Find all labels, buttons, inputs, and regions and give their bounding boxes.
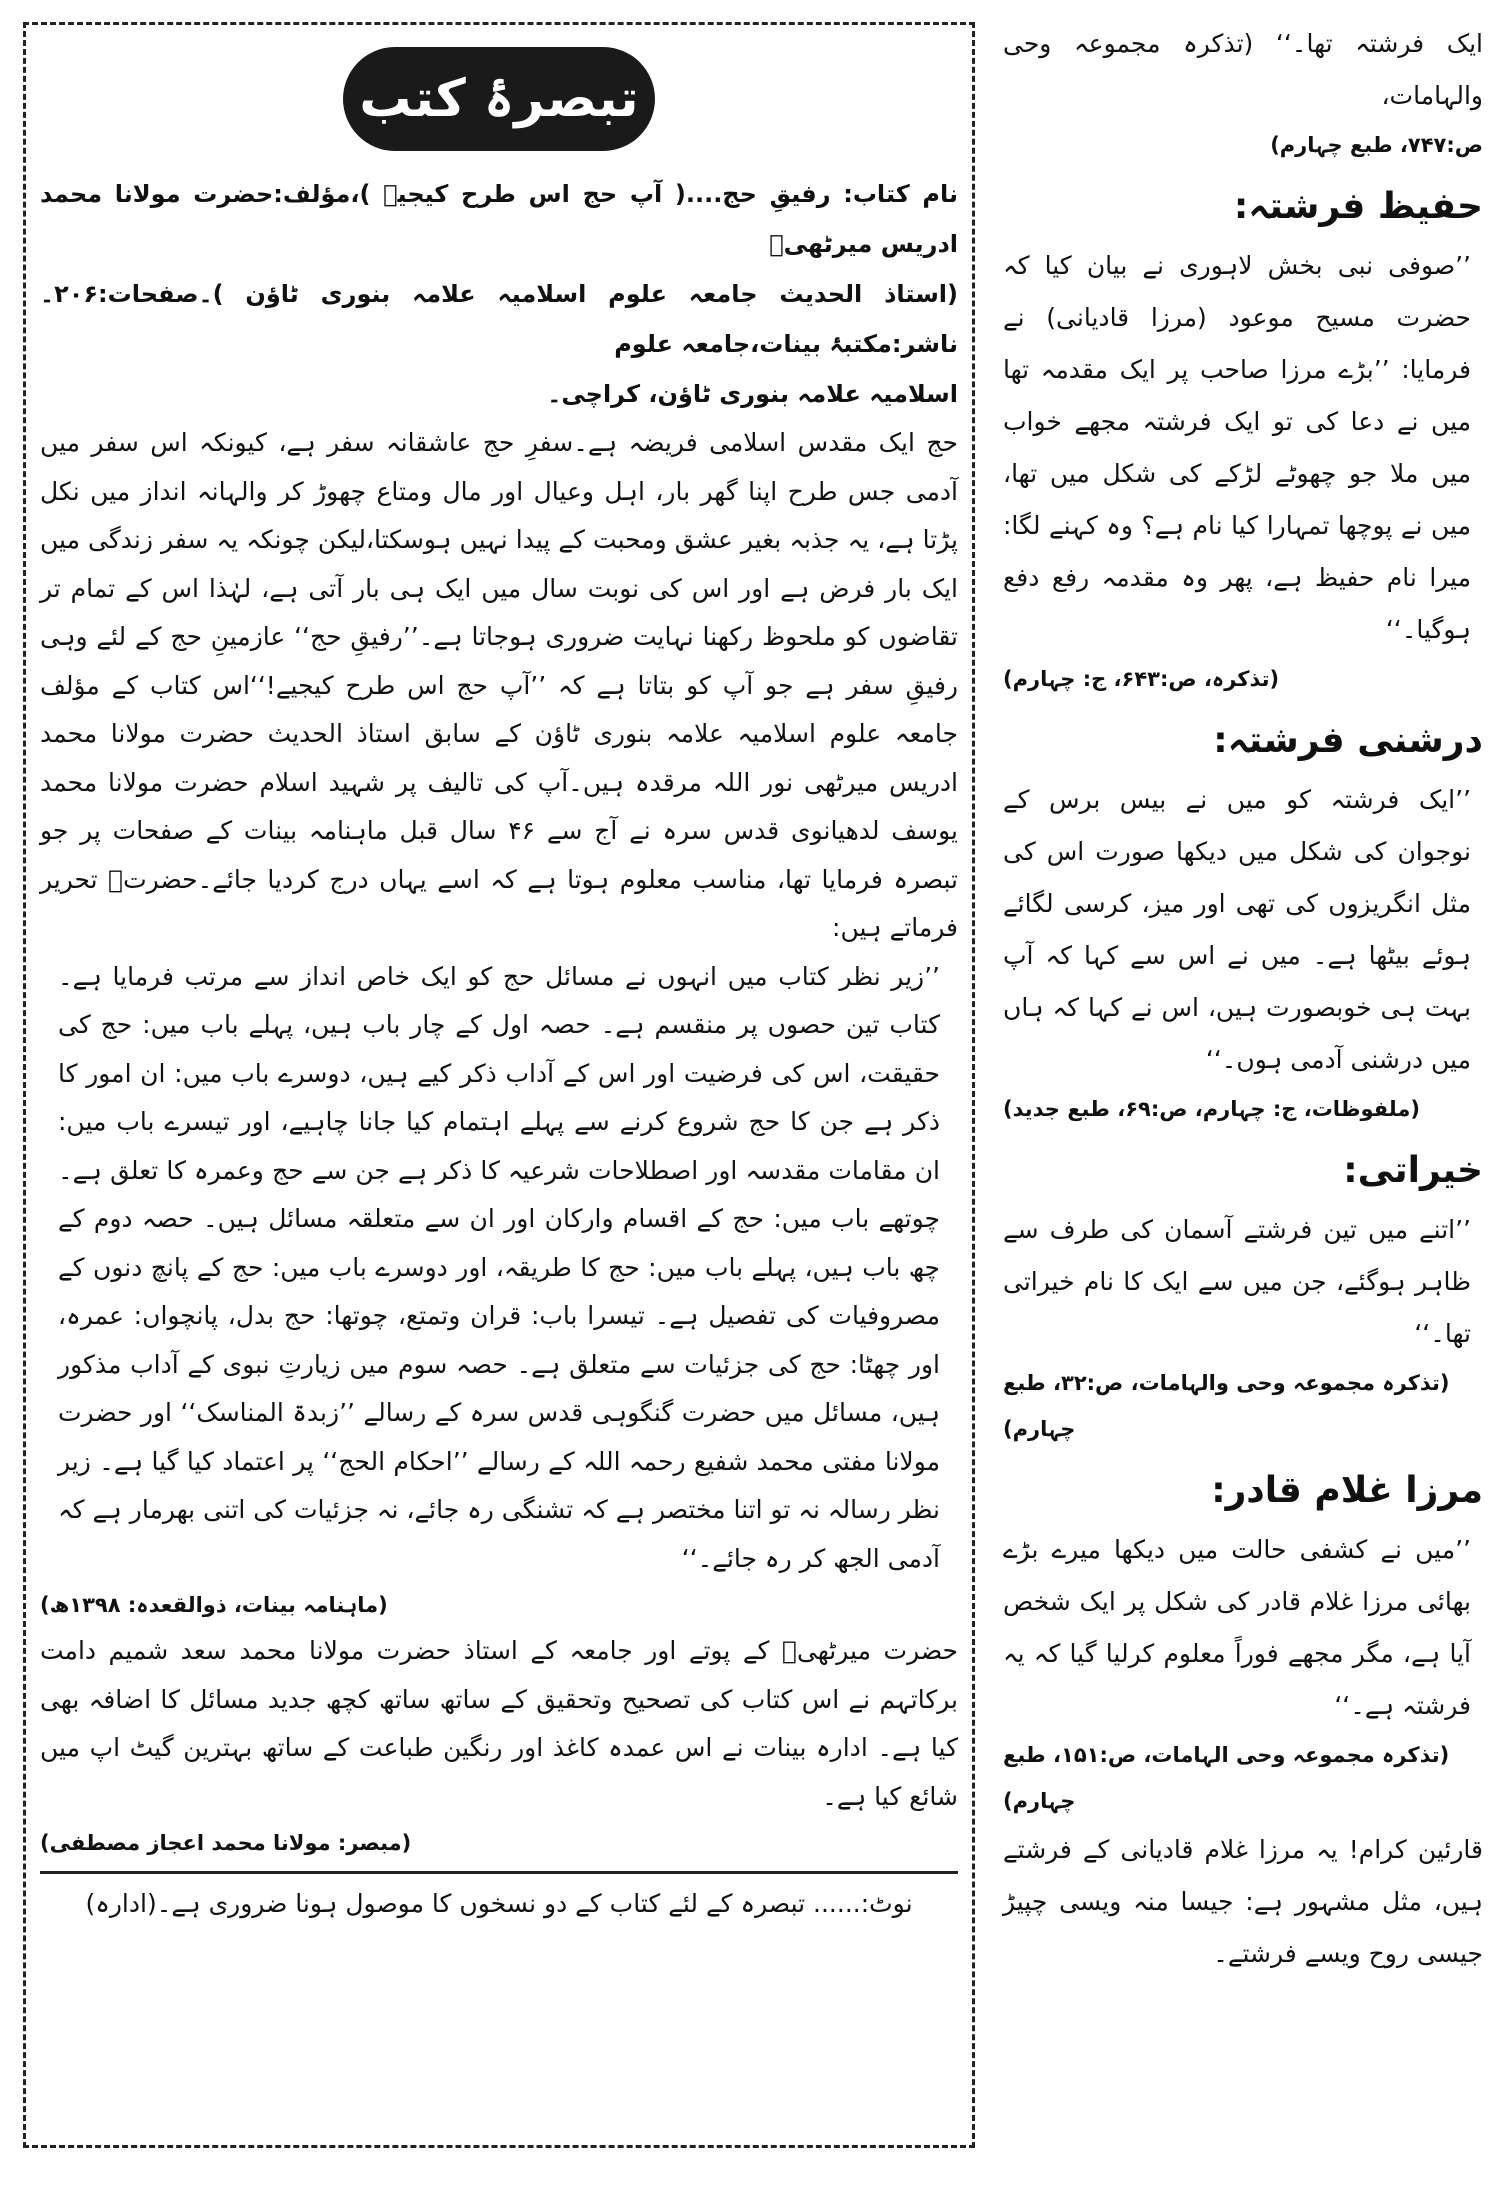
book-review-box [23,22,975,2148]
continuation-line: ایک فرشتہ تھا۔‘‘ (تذکرہ مجموعہ وحی والہامات، [1003,29,1483,110]
section-text: ’’ایک فرشتہ کو میں نے بیس برس کے نوجوان کی شکل میں دیکھا صورت اس کی مثل انگریزوں کی تھی اور میز، کرسی لگائے ہوئے بیٹھا ہے۔ میں نے اس سے کہا کہ آپ بہت ہی خوبصورت ہیں، اس نے کہا کہ ہاں میں درشنی آدمی ہوں۔‘‘ [1003,785,1471,1074]
section-heading: حفیظ فرشتہ: [1233,186,1483,227]
book-meta-line: (استاذ الحدیث جامعہ علوم اسلامیہ علامہ بنوری ٹاؤن )۔صفحات:۲۰۶۔ ناشر:مکتبۂ بینات،جامعہ علوم [40,280,958,358]
section-heading: درشنی فرشتہ: [1213,720,1483,761]
review-quote-paragraph: ’’زیر نظر کتاب میں انہوں نے مسائل حج کو ایک خاص انداز سے مرتب فرمایا ہے۔ کتاب تین حصوں پر منقسم ہے۔ حصہ اول کے چار باب ہیں، پہلے باب میں: حج کی حقیقت، اس کی فرضیت اور اس کے آداب ذکر کیے ہیں، دوسرے باب میں: ان امور کا ذکر ہے جن کا حج شروع کرنے سے پہلے اہتمام کیا جانا چاہیے، اور تیسرے باب میں: ان مقامات مقدسہ اور اصطلاحات شرعیہ کا ذکر ہے جن سے حج وعمرہ کا تعلق ہے۔ چوتھے باب میں: حج کے اقسام وارکان اور ان سے متعلقہ مسائل ہیں۔ حصہ دوم کے چھ باب ہیں، پہلے باب میں: حج کا طریقہ، اور دوسرے باب میں: حج کے پانچ دنوں کے مصروفیات کی تفصیل ہے۔ تیسرا باب: قران وتمتع، چوتھا: حج بدل، پانچواں: عمرہ، اور چھٹا: حج کی جزئیات سے متعلق ہے۔ حصہ سوم میں زیارتِ نبوی کے آداب مذکور ہیں، مسائل میں حضرت گنگوہی قدس سرہ کے رسالے ’’زبدۃ المناسک‘‘ اور حضرت مولانا مفتی محمد شفیع رحمہ اللہ کے رسالے ’’احکام الحج‘‘ پر اعتماد کیا گیا ہے۔ زیر نظر رسالہ نہ تو اتنا مختصر ہے کہ تشنگی رہ جائے، نہ جزئیات کی اتنی بھرمار ہے کہ آدمی الجھ کر رہ جائے۔‘‘ [58,961,940,1573]
section-text: ’’میں نے کشفی حالت میں دیکھا میرے بڑے بھائی مرزا غلام قادر کی شکل پر ایک شخص آیا ہے، مگر مجھے فوراً معلوم کرلیا گیا کہ یہ فرشتہ ہے۔‘‘ [1003,1535,1471,1720]
book-meta-line: نام کتاب: رفیقِ حج....( آپ حج اس طرح کیجیے )،مؤلف:حضرت مولانا محمد ادریس میرٹھیؒ [40,180,958,258]
section-title-badge: تبصرۂ کتب [343,47,655,151]
continuation-citation: ص:۷۴۷، طبع چہارم) [1270,133,1483,157]
section-citation: (تذکرہ مجموعہ وحی الہامات، ص:۱۵۱، طبع چہارم) [1003,1743,1450,1813]
section-citation: (تذکرہ، ص:۶۴۳، ج: چہارم) [1003,667,1280,691]
right-column [1003,18,1483,1980]
section-text: ’’اتنے میں تین فرشتے آسمان کی طرف سے ظاہر ہوگئے، جن میں سے ایک کا نام خیراتی تھا۔‘‘ [1003,1215,1471,1348]
review-intro-paragraph: حج ایک مقدس اسلامی فریضہ ہے۔سفرِ حج عاشقانہ سفر ہے، کیونکہ اس سفر میں آدمی جس طرح اپنا گھر بار، اہل وعیال اور مال ومتاع چھوڑ کر والہانہ انداز میں نکل پڑتا ہے، یہ جذبہ بغیر عشق ومحبت کے پیدا نہیں ہوسکتا،لیکن چونکہ یہ سفر زندگی میں ایک بار فرض ہے اور اس کی نوبت سال میں ایک ہی بار آتی ہے، لہٰذا اس کے تمام تر تقاضوں کو ملحوظ رکھنا نہایت ضروری ہوجاتا ہے۔’’رفیقِ حج‘‘ عازمینِ حج کے لئے وہی رفیقِ سفر ہے جو آپ کو بتاتا ہے کہ ’’آپ حج اس طرح کیجیے!‘‘اس کتاب کے مؤلف جامعہ علوم اسلامیہ علامہ بنوری ٹاؤن کے سابق استاذ الحدیث حضرت مولانا محمد ادریس میرٹھی نور اللہ مرقدہ ہیں۔آپ کی تالیف پر شہید اسلام حضرت مولانا محمد یوسف لدھیانوی قدس سرہ نے آج سے ۴۶ سال قبل ماہنامہ بینات کے صفحات پر جو تبصرہ فرمایا تھا، مناسب معلوم ہوتا ہے کہ اسے یہاں درج کردیا جائے۔حضرتؒ تحریر فرماتے ہیں: [40,428,958,942]
section-citation: (تذکرہ مجموعہ وحی والہامات، ص:۳۲، طبع چہارم) [1003,1371,1450,1441]
closing-paragraph: قارئین کرام! یہ مرزا غلام قادیانی کے فرشتے ہیں، مثل مشہور ہے: جیسا منہ ویسی چپیڑ جیسی روح ویسے فرشتے۔ [1003,1835,1483,1968]
review-outro-paragraph: حضرت میرٹھیؒ کے پوتے اور جامعہ کے استاذ حضرت مولانا محمد سعد شمیم دامت برکاتہم نے اس کتاب کی تصحیح وتحقیق کے ساتھ ساتھ کچھ جدید مسائل کا اضافہ بھی کیا ہے۔ ادارہ بینات نے اس عمدہ کاغذ اور رنگین طباعت کے ساتھ بہترین گیٹ اپ میں شائع کیا ہے۔ [40,1636,958,1811]
section-heading: خیراتی: [1343,1150,1483,1191]
quote-citation: (ماہنامہ بینات، ذوالقعدہ: ۱۳۹۸ھ) [40,1593,388,1617]
book-meta-line: اسلامیہ علامہ بنوری ٹاؤن، کراچی۔ [547,380,958,408]
submission-note: نوٹ:...... تبصرہ کے لئے کتاب کے دو نسخوں کا موصول ہونا ضروری ہے۔(ادارہ) [85,1889,913,1918]
section-heading: مرزا غلام قادر: [1211,1470,1483,1511]
reviewer-credit: (مبصر: مولانا محمد اعجاز مصطفی) [40,1831,412,1855]
section-text: ’’صوفی نبی بخش لاہوری نے بیان کیا کہ حضرت مسیح موعود (مرزا قادیانی) نے فرمایا: ’’بڑے مرزا صاحب پر ایک مقدمہ تھا میں نے دعا کی تو ایک فرشتہ مجھے خواب میں ملا جو چھوٹے لڑکے کی شکل میں تھا، میں نے پوچھا تمہارا کیا نام ہے؟ وہ کہنے لگا: میرا نام حفیظ ہے، پھر وہ مقدمہ رفع دفع ہوگیا۔‘‘ [1003,251,1471,644]
section-citation: (ملفوظات، ج: چہارم، ص:۶۹، طبع جدید) [1003,1097,1420,1121]
